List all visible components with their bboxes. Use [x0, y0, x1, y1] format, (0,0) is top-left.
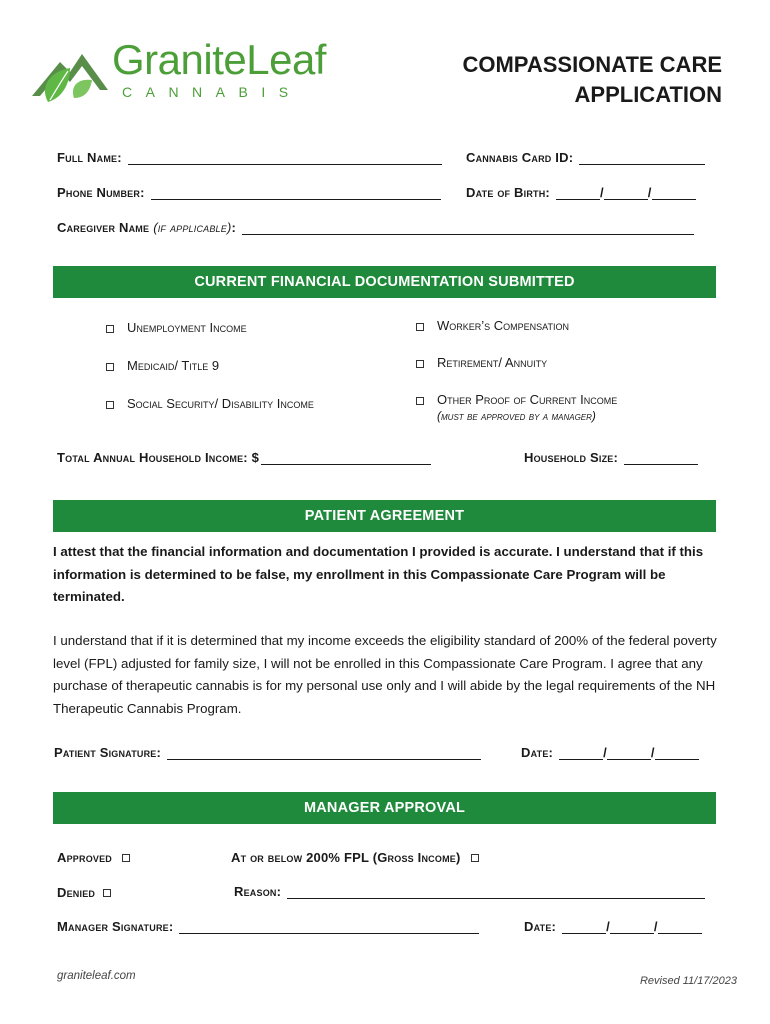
checkbox-label: Medicaid/ Title 9 [127, 358, 220, 373]
card-id-label: Cannabis Card ID: [466, 150, 574, 165]
approved-checkbox[interactable] [122, 854, 130, 862]
other-income-note: (must be approved by a manager) [437, 409, 596, 423]
caregiver-field[interactable] [242, 221, 694, 235]
checkbox-retirement[interactable] [416, 355, 547, 370]
caregiver-label: Caregiver Name [57, 220, 150, 235]
agreement-text: I understand that if it is determined that my income exceeds the eligibility standard of 200% of the federal poverty level (FPL) adjusted for family size, I will not be enrolled in this Compassionate Care Program. I agree that any purchase of therapeutic cannabis is for my personal use only and I will abide by the legal requirements of the NH Therapeutic Cannabis Program. [53, 633, 717, 716]
mountain-leaf-icon [30, 38, 120, 108]
full-name-field[interactable] [128, 151, 442, 165]
date-slash: / [650, 745, 655, 760]
date-slash: / [603, 745, 607, 760]
title-line-1: COMPASSIONATE CARE [462, 52, 722, 77]
fpl-row[interactable] [231, 849, 479, 865]
income-row [57, 450, 431, 465]
manager-signature-row [57, 919, 479, 934]
phone-label: Phone Number: [57, 185, 145, 200]
fpl-checkbox[interactable] [471, 854, 479, 862]
dob-slash-1: / [599, 185, 604, 200]
dob-row [466, 185, 696, 200]
denied-checkbox[interactable] [103, 889, 111, 897]
income-field[interactable] [261, 451, 431, 465]
page-title [402, 50, 722, 110]
checkbox-workers-comp[interactable] [416, 318, 569, 333]
dob-day-field[interactable] [604, 186, 648, 200]
household-field[interactable] [624, 451, 698, 465]
checkbox-icon[interactable] [106, 325, 114, 333]
full-name-label: Full Name: [57, 150, 122, 165]
card-id-row [466, 150, 705, 165]
card-id-field[interactable] [579, 151, 705, 165]
financial-banner: CURRENT FINANCIAL DOCUMENTATION SUBMITTED [53, 266, 716, 298]
checkbox-icon[interactable] [106, 363, 114, 371]
checkbox-label: Worker’s Compensation [437, 318, 570, 333]
checkbox-label [437, 392, 617, 423]
patient-date-day[interactable] [607, 746, 651, 760]
patient-signature-row [54, 745, 481, 760]
caregiver-row [57, 220, 694, 235]
reason-field[interactable] [287, 885, 705, 899]
title-line-2: APPLICATION [574, 82, 722, 107]
patient-date-label: Date: [521, 745, 554, 760]
agreement-attestation: I attest that the financial information and documentation I provided is accurate. I understand that if this information is determined to be false, my enrollment in this Compassionate Care Program will be terminated. [53, 544, 704, 604]
patient-date-row [521, 745, 699, 760]
caregiver-note: (if applicable) [153, 220, 232, 235]
manager-date-month[interactable] [562, 920, 606, 934]
manager-date-year[interactable] [658, 920, 702, 934]
dob-slash-2: / [647, 185, 652, 200]
checkbox-medicaid[interactable] [106, 358, 219, 373]
checkbox-label: Unemployment Income [127, 320, 247, 335]
manager-date-row [524, 919, 702, 934]
denied-row[interactable] [57, 884, 111, 900]
other-income-label: Other Proof of Current Income [437, 392, 618, 407]
checkbox-social-security[interactable] [106, 396, 314, 411]
manager-date-day[interactable] [610, 920, 654, 934]
reason-row [234, 884, 705, 899]
denied-label: Denied [57, 885, 96, 900]
checkbox-unemployment[interactable] [106, 320, 247, 335]
brand-name: GraniteLeaf [112, 36, 326, 83]
manager-banner: MANAGER APPROVAL [53, 792, 716, 824]
checkbox-label: Social Security/ Disability Income [127, 396, 314, 411]
household-label: Household Size: [524, 450, 619, 465]
approved-label: Approved [57, 850, 112, 865]
manager-signature-label: Manager Signature: [57, 919, 174, 934]
phone-row [57, 185, 441, 200]
checkbox-other-income[interactable] [416, 392, 617, 423]
household-row [524, 450, 698, 465]
checkbox-icon[interactable] [416, 397, 424, 405]
dob-month-field[interactable] [556, 186, 600, 200]
fpl-label: At or below 200% FPL (Gross Income) [231, 850, 461, 865]
patient-date-year[interactable] [655, 746, 699, 760]
patient-signature-field[interactable] [167, 746, 481, 760]
dob-year-field[interactable] [652, 186, 696, 200]
date-slash: / [653, 919, 658, 934]
footer-revised: Revised 11/17/2023 [639, 975, 737, 987]
full-name-row [57, 150, 442, 165]
income-label: Total Annual Household Income: $ [57, 450, 260, 465]
checkbox-label: Retirement/ Annuity [437, 355, 548, 370]
phone-field[interactable] [151, 186, 441, 200]
date-slash: / [606, 919, 610, 934]
manager-signature-field[interactable] [179, 920, 479, 934]
checkbox-icon[interactable] [106, 401, 114, 409]
caregiver-colon: : [231, 220, 237, 235]
brand-subtitle: CANNABIS [122, 84, 302, 100]
checkbox-icon[interactable] [416, 360, 424, 368]
checkbox-icon[interactable] [416, 323, 424, 331]
manager-date-label: Date: [524, 919, 557, 934]
patient-signature-label: Patient Signature: [54, 745, 162, 760]
agreement-banner: PATIENT AGREEMENT [53, 500, 716, 532]
approved-row[interactable] [57, 849, 130, 865]
logo [30, 38, 330, 108]
reason-label: Reason: [234, 884, 282, 899]
patient-date-month[interactable] [559, 746, 603, 760]
footer-website: graniteleaf.com [57, 970, 136, 982]
dob-label: Date of Birth: [466, 185, 550, 200]
